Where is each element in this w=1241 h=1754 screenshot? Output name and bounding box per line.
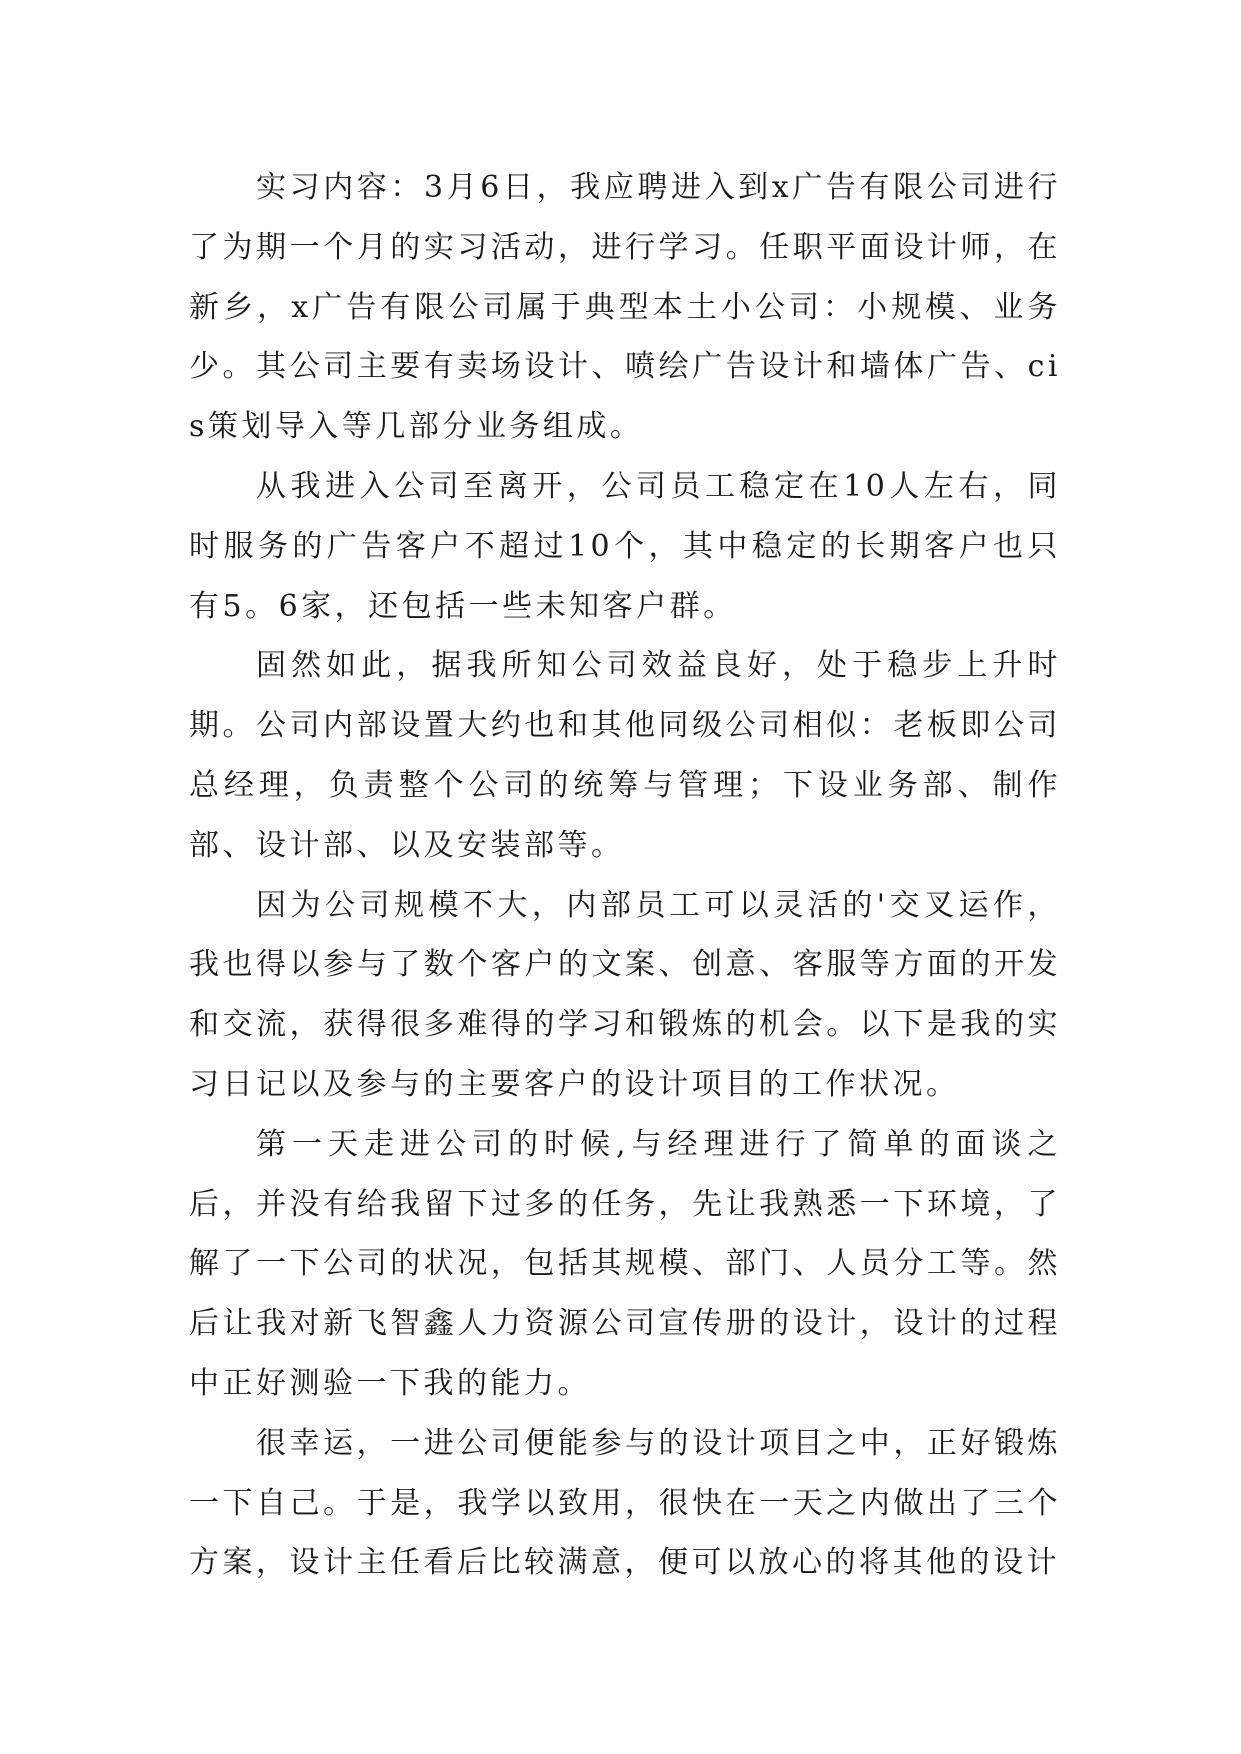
paragraph-company-structure: 固然如此，据我所知公司效益良好，处于稳步上升时期。公司内部设置大约也和其他同级公司相似：老板即公司总经理，负责整个公司的统筹与管理；下设业务部、制作部、设计部、以及安装部等。 <box>189 648 1061 863</box>
paragraph-cross-operation: 因为公司规模不大，内部员工可以灵活的'交叉运作，我也得以参与了数个客户的文案、创意、客服等方面的开发和交流，获得很多难得的学习和锻炼的机会。以下是我的实习日记以及参与的主要客户的设计项目的工作状况。 <box>189 887 1061 1102</box>
paragraph-lucky-project: 很幸运，一进公司便能参与的设计项目之中，正好锻炼一下自己。于是，我学以致用，很快在一天之内做出了三个方案，设计主任看后比较满意，便可以放心的将其他的设计 <box>189 1425 1061 1581</box>
paragraph-internship-content: 实习内容：3月6日，我应聘进入到x广告有限公司进行了为期一个月的实习活动，进行学习。任职平面设计师，在新乡，x广告有限公司属于典型本土小公司：小规模、业务少。其公司主要有卖场设计、喷绘广告设计和墙体广告、cis策划导入等几部分业务组成。 <box>189 170 1061 445</box>
paragraph-company-size: 从我进入公司至离开，公司员工稳定在10人左右，同时服务的广告客户不超过10个，其中稳定的长期客户也只有5。6家，还包括一些未知客户群。 <box>189 468 1061 624</box>
paragraph-first-day: 第一天走进公司的时候,与经理进行了简单的面谈之后，并没有给我留下过多的任务，先让我熟悉一下环境，了解了一下公司的状况，包括其规模、部门、人员分工等。然后让我对新飞智鑫人力资源公司宣传册的设计，设计的过程中正好测验一下我的能力。 <box>189 1126 1061 1401</box>
document-body <box>189 158 1061 1593</box>
